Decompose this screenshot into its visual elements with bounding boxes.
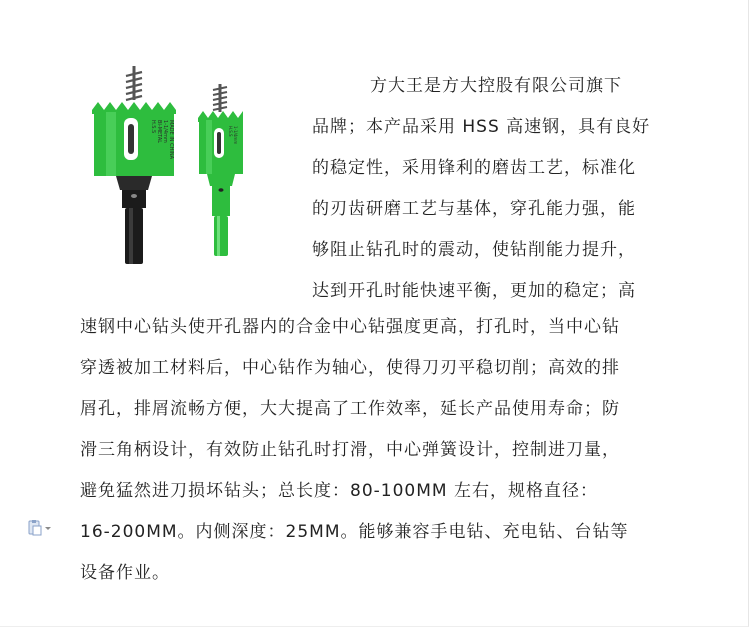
svg-text:MADE IN CHINA: MADE IN CHINA: [168, 120, 174, 160]
text-line-10: 滑三角柄设计，有效防止钻孔时打滑，中心弹簧设计，控制进刀量，: [80, 440, 620, 460]
paste-options-icon[interactable]: [28, 520, 54, 536]
svg-text:H.S.S: H.S.S: [150, 120, 156, 134]
text-line-7: 速钢中心钻头使开孔器内的合金中心钻强度更高，打孔时，当中心钻: [80, 317, 620, 337]
svg-text:1-1/4mm: 1-1/4mm: [162, 120, 168, 143]
text-line-6: 达到开孔时能快速平衡，更加的稳定；高: [312, 281, 636, 301]
text-line-12: 16-200MM。内侧深度：25MM。能够兼容手电钻、充电钻、台钻等: [80, 522, 629, 542]
text-line-8: 穿透被加工材料后，中心钻作为轴心，使得刀刃平稳切削；高效的排: [80, 358, 620, 378]
text-line-3: 的稳定性，采用锋利的磨齿工艺，标准化: [312, 158, 636, 178]
text-line-2: 品牌；本产品采用 HSS 高速钢，具有良好: [312, 117, 651, 137]
text-line-13: 设备作业。: [80, 563, 170, 583]
text-line-5: 够阻止钻孔时的震动，使钻削能力提升，: [312, 240, 636, 260]
svg-text:H.S.S: H.S.S: [228, 126, 233, 137]
text-line-9: 屑孔，排屑流畅方便，大大提高了工作效率，延长产品使用寿命；防: [80, 399, 620, 419]
text-line-11: 避免猛然进刀损坏钻头；总长度：80-100MM 左右，规格直径：: [80, 481, 598, 501]
text-line-1: 方大王是方大控股有限公司旗下: [370, 76, 622, 96]
text-line-4: 的刃齿研磨工艺与基体，穿孔能力强，能: [312, 199, 636, 219]
svg-text:BI-METAL: BI-METAL: [156, 120, 162, 144]
svg-text:1-1/4mm: 1-1/4mm: [233, 126, 238, 145]
